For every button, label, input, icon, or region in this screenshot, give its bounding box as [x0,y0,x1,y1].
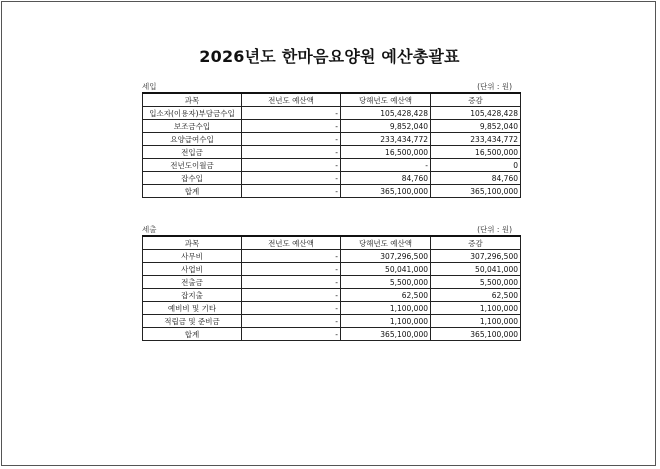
header-curr-budget: 당해년도 예산액 [341,93,431,107]
row-curr-budget: 365,100,000 [341,185,431,198]
header-prev-budget: 전년도 예산액 [242,236,341,250]
row-curr-budget: 84,760 [341,172,431,185]
expenditure-section-label: 세출 [142,225,157,234]
revenue-row [143,133,521,146]
row-curr-budget: 1,100,000 [341,302,431,315]
revenue-row [143,172,521,185]
expenditure-row [143,250,521,263]
row-change: 233,434,772 [431,133,521,146]
revenue-header-row [143,93,521,107]
header-subject: 과목 [143,236,242,250]
row-prev-budget: - [242,146,341,159]
row-curr-budget: 233,434,772 [341,133,431,146]
row-curr-budget: 62,500 [341,289,431,302]
row-subject: 잡수입 [143,172,242,185]
row-change: 105,428,428 [431,107,521,120]
expenditure-table [142,235,521,341]
row-subject: 보조금수입 [143,120,242,133]
row-change: 0 [431,159,521,172]
expenditure-row [143,276,521,289]
row-curr-budget: 365,100,000 [341,328,431,341]
row-change: 1,100,000 [431,315,521,328]
row-change: 5,500,000 [431,276,521,289]
revenue-table [142,92,521,198]
row-curr-budget: 16,500,000 [341,146,431,159]
row-change: 62,500 [431,289,521,302]
row-prev-budget: - [242,289,341,302]
row-subject: 요양급여수입 [143,133,242,146]
row-subject: 전입금 [143,146,242,159]
revenue-row [143,146,521,159]
row-prev-budget: - [242,172,341,185]
header-change: 증감 [431,236,521,250]
row-subject: 사업비 [143,263,242,276]
row-curr-budget: 5,500,000 [341,276,431,289]
revenue-row [143,159,521,172]
row-prev-budget: - [242,328,341,341]
row-subject: 잡지출 [143,289,242,302]
row-change: 365,100,000 [431,328,521,341]
header-subject: 과목 [143,93,242,107]
header-change: 증감 [431,93,521,107]
row-prev-budget: - [242,159,341,172]
revenue-row [143,185,521,198]
row-prev-budget: - [242,302,341,315]
row-change: 84,760 [431,172,521,185]
row-prev-budget: - [242,120,341,133]
row-change: 16,500,000 [431,146,521,159]
header-prev-budget: 전년도 예산액 [242,93,341,107]
row-prev-budget: - [242,107,341,120]
expenditure-header-row [143,236,521,250]
row-prev-budget: - [242,185,341,198]
row-prev-budget: - [242,133,341,146]
row-curr-budget: - [341,159,431,172]
row-curr-budget: 105,428,428 [341,107,431,120]
row-change: 1,100,000 [431,302,521,315]
row-curr-budget: 307,296,500 [341,250,431,263]
row-subject: 사무비 [143,250,242,263]
row-subject: 예비비 및 기타 [143,302,242,315]
row-curr-budget: 1,100,000 [341,315,431,328]
row-change: 9,852,040 [431,120,521,133]
row-subject: 입소자(이용자)부담금수입 [143,107,242,120]
row-prev-budget: - [242,263,341,276]
row-change: 365,100,000 [431,185,521,198]
row-change: 50,041,000 [431,263,521,276]
page-title: 2026년도 한마음요양원 예산총괄표 [199,47,460,66]
expenditure-row [143,302,521,315]
expenditure-row [143,289,521,302]
row-prev-budget: - [242,276,341,289]
row-subject: 적립금 및 준비금 [143,315,242,328]
expenditure-unit-label: (단위 : 원) [477,225,512,234]
header-curr-budget: 당해년도 예산액 [341,236,431,250]
document-page [1,1,656,466]
revenue-section-label: 세입 [142,82,157,91]
row-subject: 합계 [143,328,242,341]
expenditure-row [143,263,521,276]
row-subject: 전년도이월금 [143,159,242,172]
row-subject: 전출금 [143,276,242,289]
row-curr-budget: 9,852,040 [341,120,431,133]
row-prev-budget: - [242,315,341,328]
revenue-unit-label: (단위 : 원) [477,82,512,91]
revenue-row [143,120,521,133]
row-prev-budget: - [242,250,341,263]
expenditure-row [143,315,521,328]
row-curr-budget: 50,041,000 [341,263,431,276]
expenditure-row [143,328,521,341]
row-subject: 합계 [143,185,242,198]
row-change: 307,296,500 [431,250,521,263]
revenue-row [143,107,521,120]
